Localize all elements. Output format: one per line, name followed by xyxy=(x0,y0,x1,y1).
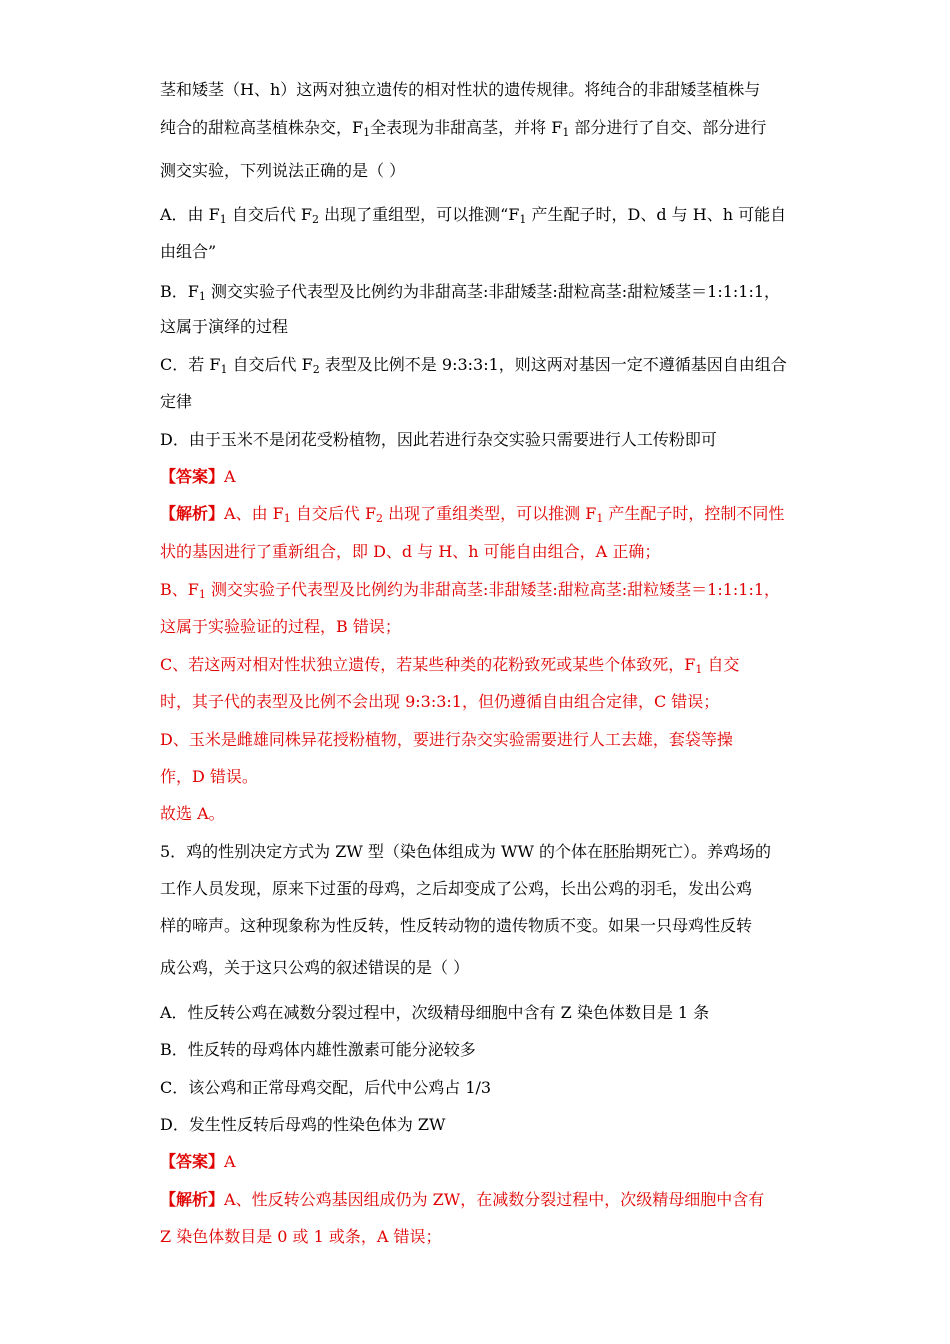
q4-option-c-line-2: 定律 xyxy=(160,392,193,411)
q4-analysis-line-7: D、玉米是雌雄同株异花授粉植物，要进行杂交实验需要进行人工去雄，套袋等操 xyxy=(160,730,733,749)
q4-answer: 【答案】A xyxy=(160,467,236,486)
q4-option-a-line-1: A．由 $F_1$ 自交后代 $F_2$ 出现了重组型，可以推测“$F_1$ 产生配子时，D、d 与 H、h 可能自 xyxy=(160,205,787,226)
q4-stem-line-1: 茎和矮茎（H、h）这两对独立遗传的相对性状的遗传规律。将纯合的非甜矮茎植株与 xyxy=(160,80,761,99)
q4-stem-line-2: 纯合的甜粒高茎植株杂交，$F_1$全表现为非甜高茎，并将 $F_1$ 部分进行了自交、部分进行 xyxy=(160,118,767,139)
q4-stem-line-3: 测交实验，下列说法正确的是（ ） xyxy=(160,161,406,180)
q5-stem-line-1: 5．鸡的性别决定方式为 ZW 型（染色体组成为 WW 的个体在胚胎期死亡）。养鸡场的 xyxy=(160,842,771,861)
q4-analysis-line-1: 【解析】A、由 $F_1$ 自交后代 $F_2$ 出现了重组类型，可以推测 $F_1$ 产生配子时，控制不同性 xyxy=(160,504,785,525)
q5-stem-line-4: 成公鸡，关于这只公鸡的叙述错误的是（ ） xyxy=(160,958,470,977)
q5-option-b: B．性反转的母鸡体内雄性激素可能分泌较多 xyxy=(160,1040,476,1059)
q5-analysis-line-1: 【解析】A、性反转公鸡基因组成仍为 ZW，在减数分裂过程中，次级精母细胞中含有 xyxy=(160,1190,765,1209)
q5-option-d: D．发生性反转后母鸡的性染色体为 ZW xyxy=(160,1115,446,1134)
q4-option-d: D．由于玉米不是闭花受粉植物，因此若进行杂交实验只需要进行人工传粉即可 xyxy=(160,430,717,449)
q5-stem-line-3: 样的啼声。这种现象称为性反转，性反转动物的遗传物质不变。如果一只母鸡性反转 xyxy=(160,916,753,935)
q4-analysis-line-3: B、$F_1$ 测交实验子代表型及比例约为非甜高茎:非甜矮茎:甜粒高茎:甜粒矮茎＝1:1:1:1， xyxy=(160,580,781,601)
q4-option-a-line-2: 由组合” xyxy=(160,242,217,261)
q4-analysis-line-8: 作，D 错误。 xyxy=(160,767,258,786)
q5-stem-line-2: 工作人员发现，原来下过蛋的母鸡，之后却变成了公鸡，长出公鸡的羽毛，发出公鸡 xyxy=(160,879,753,898)
q4-analysis-line-4: 这属于实验验证的过程，B 错误； xyxy=(160,617,401,636)
q4-analysis-line-6: 时，其子代的表型及比例不会出现 9:3:3:1，但仍遵循自由组合定律，C 错误； xyxy=(160,692,720,711)
q4-analysis-line-5: C、若这两对相对性状独立遗传，若某些种类的花粉致死或某些个体致死，$F_1$ 自交 xyxy=(160,655,740,676)
q4-option-b-line-1: B．$F_1$ 测交实验子代表型及比例约为非甜高茎:非甜矮茎:甜粒高茎:甜粒矮茎＝1:1:1:1， xyxy=(160,282,781,303)
q4-conclusion: 故选 A。 xyxy=(160,804,225,823)
q5-analysis-line-2: Z 染色体数目是 0 或 1 或条，A 错误； xyxy=(160,1227,442,1246)
q5-option-a: A．性反转公鸡在减数分裂过程中，次级精母细胞中含有 Z 染色体数目是 1 条 xyxy=(160,1003,710,1022)
q5-option-c: C．该公鸡和正常母鸡交配，后代中公鸡占 1/3 xyxy=(160,1078,492,1097)
q5-answer: 【答案】A xyxy=(160,1152,236,1171)
q4-option-c-line-1: C．若 $F_1$ 自交后代 $F_2$ 表型及比例不是 9:3:3:1，则这两对基因一定不遵循基因自由组合 xyxy=(160,355,787,376)
q4-option-b-line-2: 这属于演绎的过程 xyxy=(160,317,289,336)
q4-analysis-line-2: 状的基因进行了重新组合，即 D、d 与 H、h 可能自由组合，A 正确； xyxy=(160,542,661,561)
